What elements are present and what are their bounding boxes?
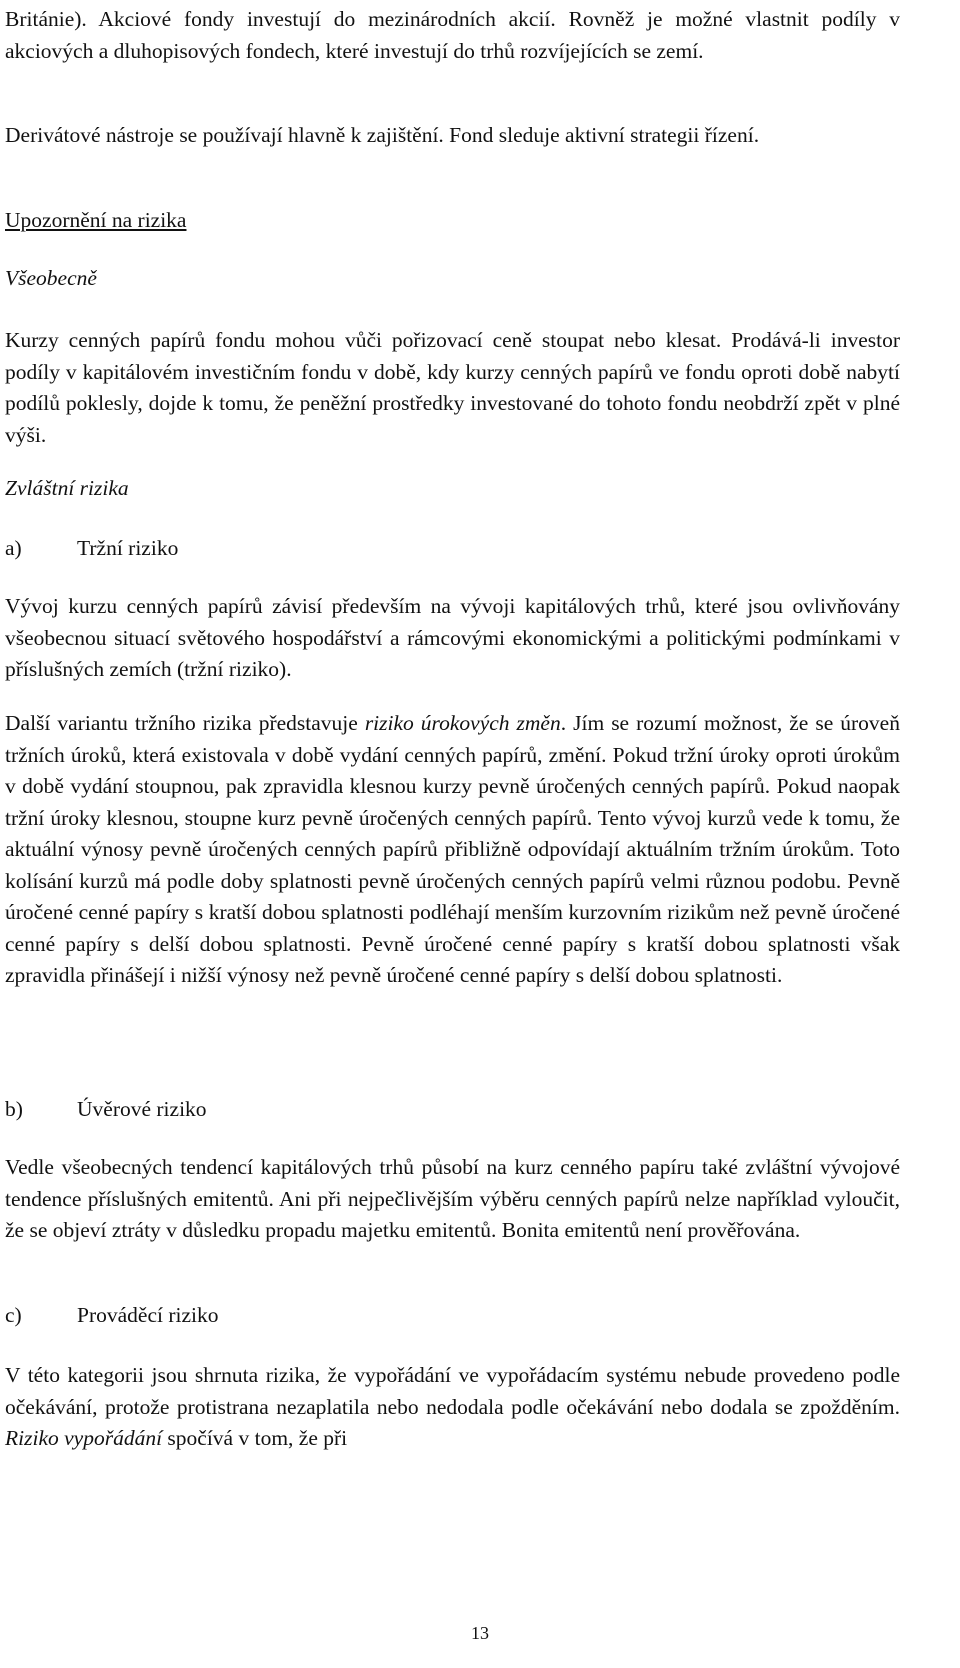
- text-run: Další variantu tržního rizika představuje: [5, 711, 365, 735]
- emphasis-interest-rate-risk: riziko úrokových změn: [364, 711, 561, 735]
- subheading-title: Úvěrové riziko: [77, 1097, 207, 1121]
- list-marker: a): [5, 536, 22, 560]
- subheading-title: Tržní riziko: [77, 536, 179, 560]
- subheading-market-risk: [5, 533, 178, 565]
- paragraph-intro: Británie). Akciové fondy investují do mezinárodních akcií. Rovněž je možné vlastnit podíly v akciových a dluhopisových fondech, které investují do trhů rozvíjejících se zemí.: [5, 7, 900, 63]
- heading-special-risks: Zvláštní rizika: [5, 476, 129, 500]
- heading-general: Všeobecně: [5, 266, 97, 290]
- subheading-title: Prováděcí riziko: [77, 1303, 219, 1327]
- emphasis-settlement-risk: Riziko vypořádání: [5, 1426, 163, 1450]
- paragraph-derivatives: Derivátové nástroje se používají hlavně k zajištění. Fond sleduje aktivní strategii řízení.: [5, 123, 760, 147]
- paragraph-general: Kurzy cenných papírů fondu mohou vůči pořizovací ceně stoupat nebo klesat. Prodává-li investor podíly v kapitálovém investičním fondu v době, kdy kurzy cenných papírů ve fondu oproti době nabytí podílů poklesly, dojde k tomu, že peněžní prostředky investované do tohoto fondu neobdrží zpět v plné výši.: [5, 328, 900, 447]
- text-run: . Jím se rozumí možnost, že se úroveň tržních úroků, která existovala v době vydání cenných papírů, změní. Pokud tržní úroky oproti úrokům v době vydání stoupnou, pak zpravidla klesnou kurzy pevně úročených cenných papírů. Pokud naopak tržní úroky klesnou, stoupne kurz pevně úročených cenných papírů. Tento vývoj kurzů vede k tomu, že aktuální výnosy pevně úročených cenných papírů přibližně odpovídají aktuálním tržním úrokům. Toto kolísání kurzů má podle doby splatnosti pevně úročených cenných papírů velmi různou podobu. Pevně úročené cenné papíry s kratší dobou splatnosti podléhají menším kurzovním rizikům než pevně úročené cenné papíry s delší dobou splatnosti. Pevně úročené cenné papíry s kratší dobou splatnosti však zpravidla přinášejí i nižší výnosy než pevně úročené cenné papíry s delší dobou splatnosti.: [5, 711, 900, 987]
- list-marker: c): [5, 1303, 22, 1327]
- heading-risk-warnings: Upozornění na rizika: [5, 208, 187, 232]
- paragraph-execution: [5, 1360, 900, 1455]
- list-marker: b): [5, 1097, 23, 1121]
- paragraph-market-1: Vývoj kurzu cenných papírů závisí především na vývoji kapitálových trhů, které jsou ovlivňovány všeobecnou situací světového hospodářství a rámcovými ekonomickými a politickými podmínkami v příslušných zemích (tržní riziko).: [5, 594, 900, 681]
- subheading-execution-risk: [5, 1300, 219, 1332]
- page-number: 13: [471, 1623, 489, 1643]
- text-run: spočívá v tom, že při: [162, 1426, 348, 1450]
- subheading-credit-risk: [5, 1094, 207, 1126]
- paragraph-credit: Vedle všeobecných tendencí kapitálových trhů působí na kurz cenného papíru také zvláštní vývojové tendence příslušných emitentů. Ani při nejpečlivějším výběru cenných papírů nelze například vyloučit, že se objeví ztráty v důsledku propadu majetku emitentů. Bonita emitentů není prověřována.: [5, 1155, 900, 1242]
- paragraph-market-2: [5, 708, 900, 992]
- text-run: V této kategorii jsou shrnuta rizika, že vypořádání ve vypořádacím systému nebude provedeno podle očekávání, protože protistrana nezaplatila nebo nedodala podle očekávání nebo dodala se zpožděním.: [5, 1363, 900, 1419]
